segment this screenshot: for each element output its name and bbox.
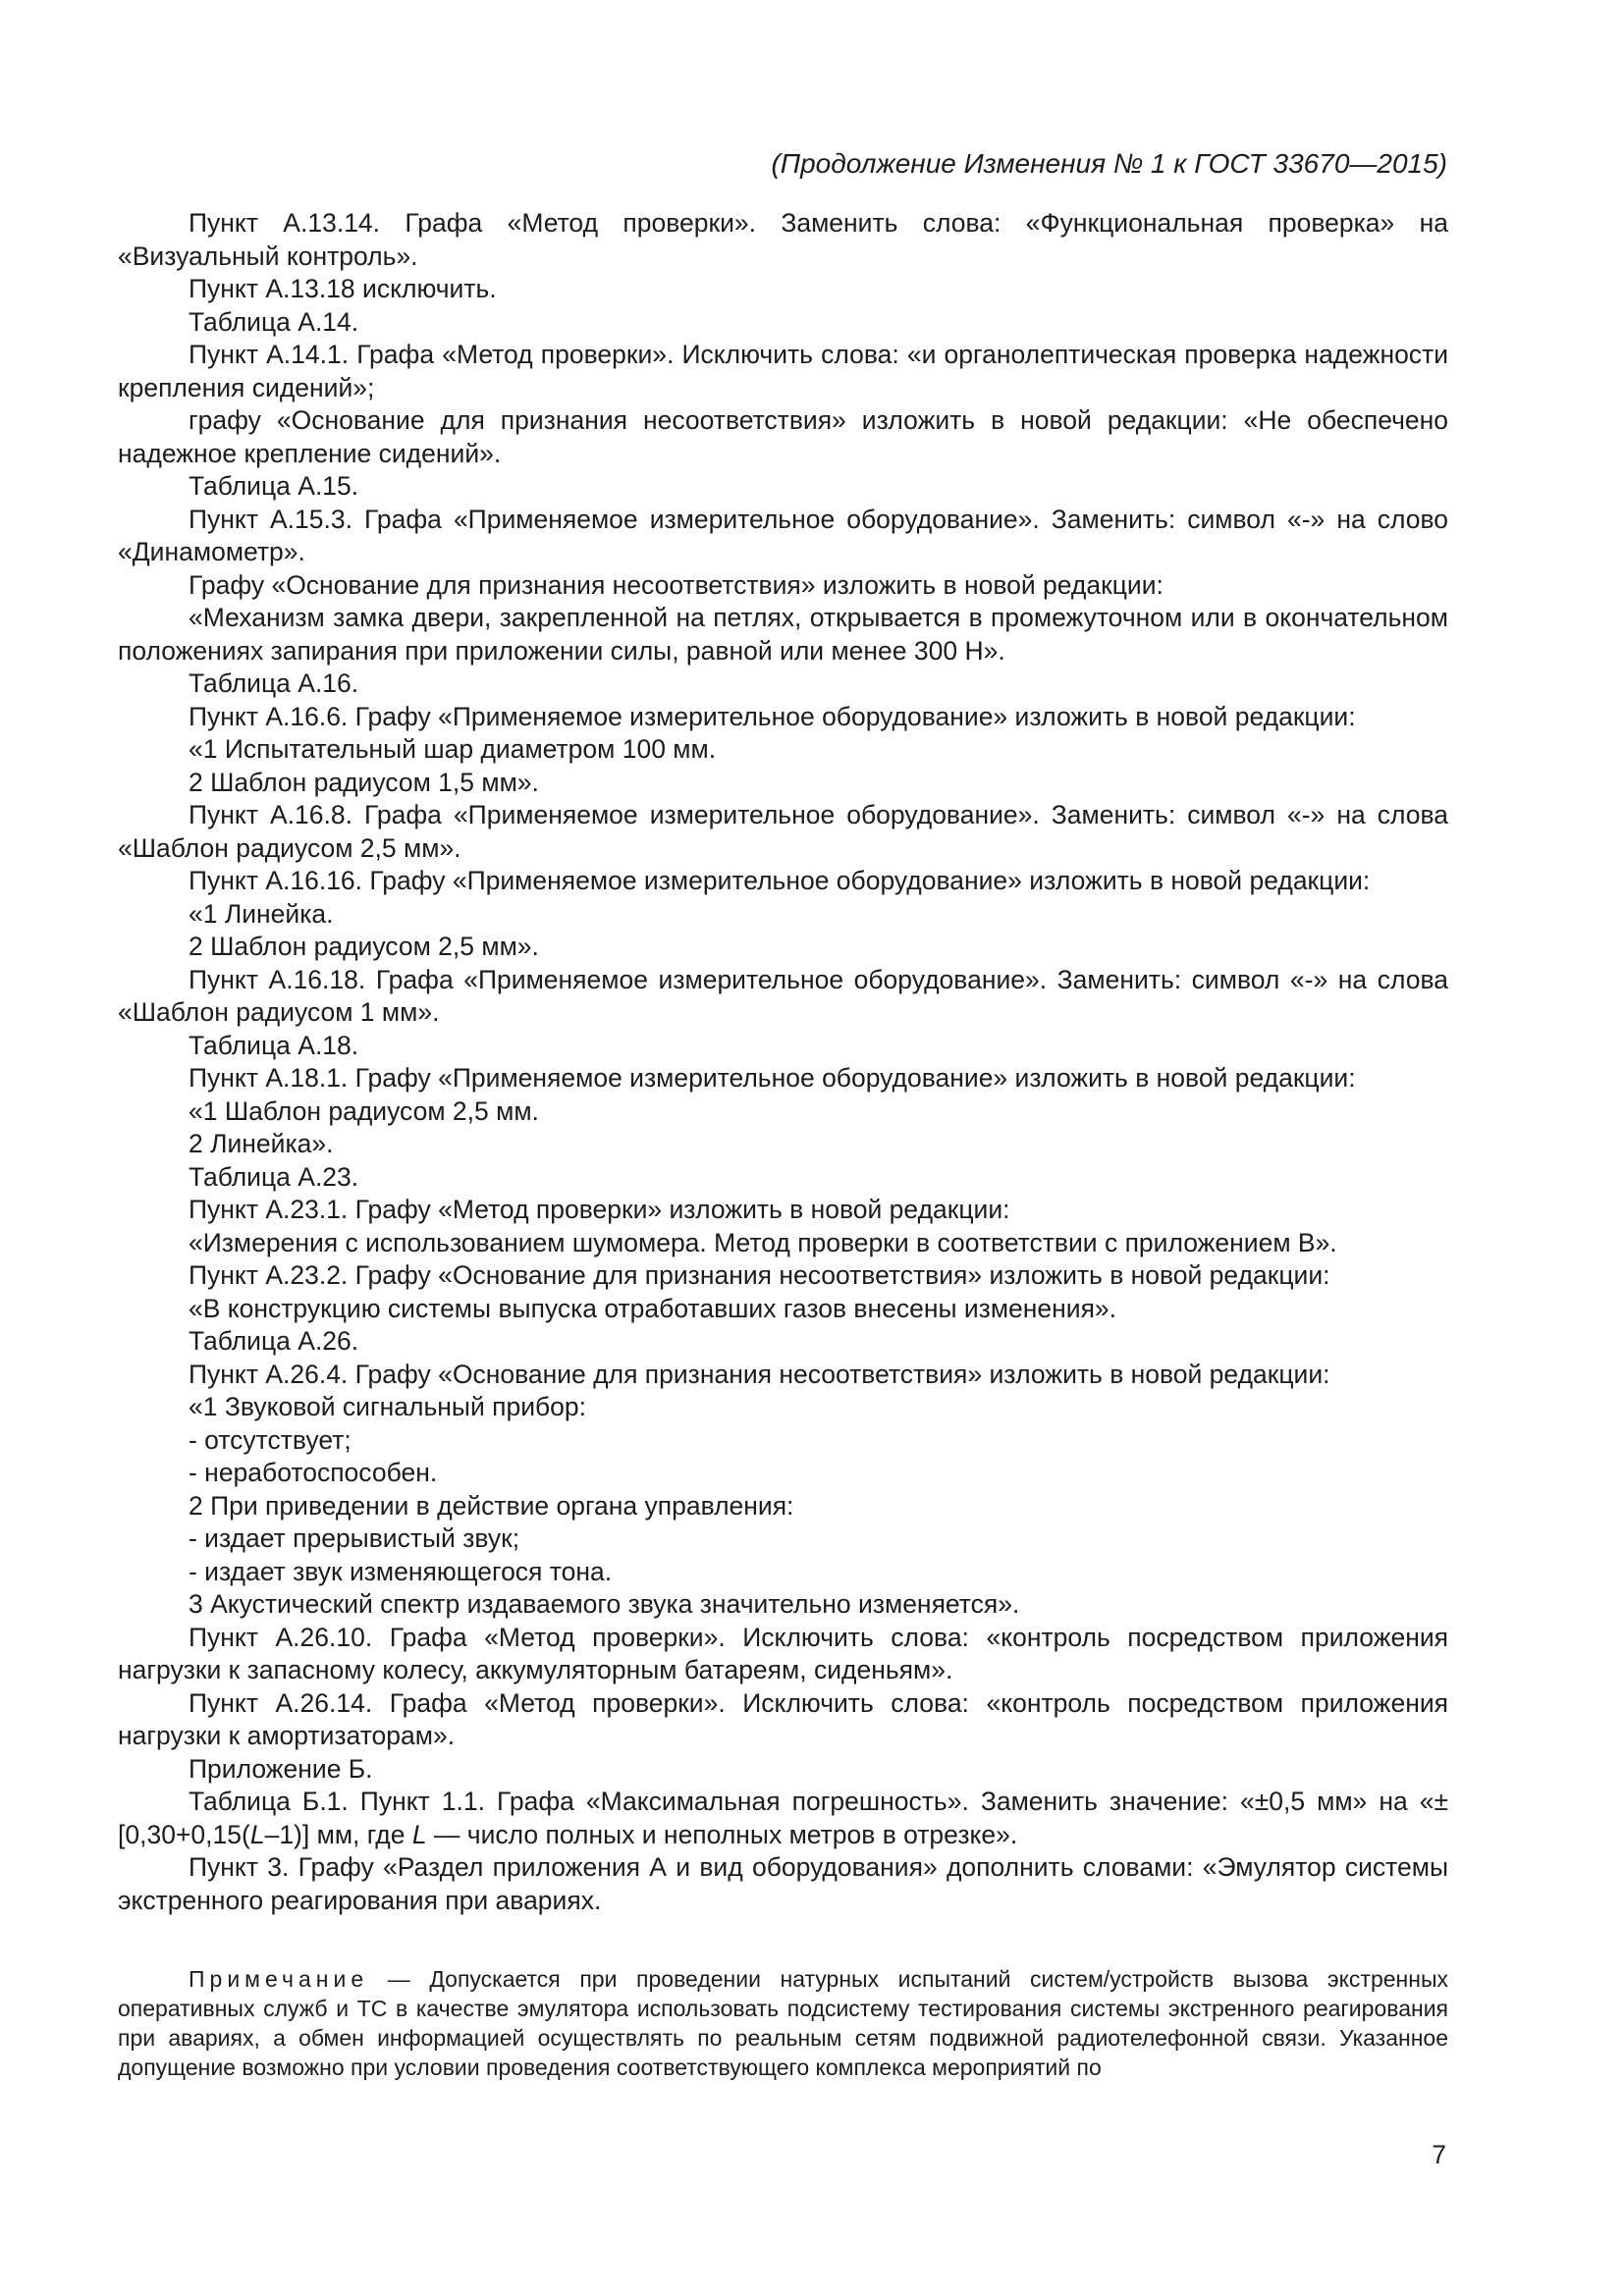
paragraph: Графу «Основание для признания несоответствия» изложить в новой редакции:: [189, 569, 1164, 600]
page-number: 7: [1432, 2140, 1446, 2169]
paragraph: 2 Шаблон радиусом 2,5 мм».: [189, 932, 539, 961]
paragraph: Таблица А.15.: [189, 471, 359, 501]
paragraph: Пункт А.16.6. Графу «Применяемое измерительное оборудование» изложить в новой редакции:: [189, 701, 1356, 731]
paragraph: Пункт А.16.18. Графа «Применяемое измерительное оборудование». Заменить: символ «-» на слова «Шаблон радиусом 1 мм».: [118, 964, 1448, 1027]
note-text: — Допускается при проведении натурных испытаний систем/устройств вызова экстренных оперативных служб и ТС в качестве эмулятора использовать подсистему тестирования системы экстренного реагирования при авариях, а обмен информацией осуществлять по реальным сетям подвижной радиотелефонной связи. Указанное допущение возможно при условии проведения соответствующего комплекса мероприятий по: [118, 1966, 1448, 2080]
formula-variable-l: L: [249, 1819, 265, 1849]
paragraph: Пункт А.16.16. Графу «Применяемое измерительное оборудование» изложить в новой редакции:: [189, 866, 1371, 895]
paragraph: «Измерения с использованием шумомера. Метод проверки в соответствии с приложением В».: [189, 1227, 1337, 1257]
paragraph: «1 Звуковой сигнальный прибор:: [189, 1392, 587, 1421]
paragraph: Таблица А.26.: [189, 1326, 359, 1356]
paragraph: Таблица А.16.: [189, 668, 359, 698]
paragraph: Пункт А.13.18 исключить.: [189, 274, 497, 303]
paragraph-table-b1: [118, 1786, 1448, 1851]
paragraph: 2 Линейка».: [189, 1129, 334, 1158]
paragraph: Пункт А.26.10. Графа «Метод проверки». Исключить слова: «контроль посредством приложения нагрузки к запасному колесу, аккумуляторным батареям, сиденьям».: [118, 1622, 1448, 1684]
paragraph: «1 Испытательный шар диаметром 100 мм.: [189, 734, 717, 764]
paragraph: «В конструкцию системы выпуска отработавших газов внесены изменения».: [189, 1293, 1117, 1323]
running-header: (Продолжение Изменения № 1 к ГОСТ 33670—2015): [771, 148, 1447, 179]
paragraph: Приложение Б.: [189, 1753, 373, 1784]
paragraph: Таблица А.23.: [189, 1161, 359, 1192]
paragraph: Таблица А.14.: [189, 306, 359, 337]
paragraph: Пункт А.26.4. Графу «Основание для признания несоответствия» изложить в новой редакции:: [189, 1359, 1330, 1389]
paragraph: Таблица А.18.: [189, 1030, 359, 1060]
formula-variable-l: L: [411, 1819, 427, 1849]
document-body: [118, 207, 1448, 1917]
paragraph: Пункт А.23.1. Графу «Метод проверки» изложить в новой редакции:: [189, 1195, 1010, 1224]
note-label: Примечание: [189, 1966, 369, 1992]
paragraph: 2 Шаблон радиусом 1,5 мм».: [189, 767, 539, 797]
paragraph: «1 Линейка.: [189, 898, 334, 929]
paragraph: 3 Акустический спектр издаваемого звука значительно изменяется».: [189, 1589, 1020, 1619]
table-b1-text-1: Таблица Б.1. Пункт 1.1. Графа «Максимальная погрешность». Заменить значение: «±0,5 мм» на «±[0,30+0,15(: [118, 1787, 1448, 1849]
paragraph: Пункт А.18.1. Графу «Применяемое измерительное оборудование» изложить в новой редакции:: [189, 1063, 1356, 1093]
paragraph: Пункт А.16.8. Графа «Применяемое измерительное оборудование». Заменить: символ «-» на слова «Шаблон радиусом 2,5 мм».: [118, 800, 1448, 863]
paragraph: - отсутствует;: [189, 1424, 352, 1455]
paragraph-point-3: Пункт 3. Графу «Раздел приложения А и вид оборудования» дополнить словами: «Эмулятор системы экстренного реагирования при авариях.: [118, 1852, 1448, 1915]
paragraph: Пункт А.14.1. Графа «Метод проверки». Исключить слова: «и органолептическая проверка надежности крепления сидений»;: [118, 340, 1448, 402]
table-b1-text-2: –1)] мм, где: [264, 1819, 412, 1849]
paragraph: - неработоспособен.: [189, 1458, 438, 1487]
paragraph: Пункт А.23.2. Графу «Основание для признания несоответствия» изложить в новой редакции:: [189, 1260, 1330, 1290]
table-b1-text-3: — число полных и неполных метров в отрезке».: [426, 1819, 1018, 1849]
paragraph: «1 Шаблон радиусом 2,5 мм.: [189, 1095, 539, 1126]
paragraph: Пункт А.15.3. Графа «Применяемое измерительное оборудование». Заменить: символ «-» на слово «Динамометр».: [118, 504, 1448, 566]
paragraph: «Механизм замка двери, закрепленной на петлях, открывается в промежуточном или в окончательном положениях запирания при приложении силы, равной или менее 300 Н».: [118, 603, 1448, 666]
note: [118, 1964, 1448, 2082]
paragraph: - издает звук изменяющегося тона.: [189, 1556, 613, 1586]
paragraph: 2 При приведении в действие органа управления:: [189, 1490, 794, 1521]
paragraph: Пункт А.26.14. Графа «Метод проверки». Исключить слова: «контроль посредством приложения нагрузки к амортизаторам».: [118, 1687, 1448, 1750]
paragraph: Пункт А.13.14. Графа «Метод проверки». Заменить слова: «Функциональная проверка» на «Визуальный контроль».: [118, 208, 1448, 271]
paragraph: графу «Основание для признания несоответствия» изложить в новой редакции: «Не обеспечено надежное крепление сидений».: [118, 405, 1448, 468]
paragraph: - издает прерывистый звук;: [189, 1523, 520, 1553]
